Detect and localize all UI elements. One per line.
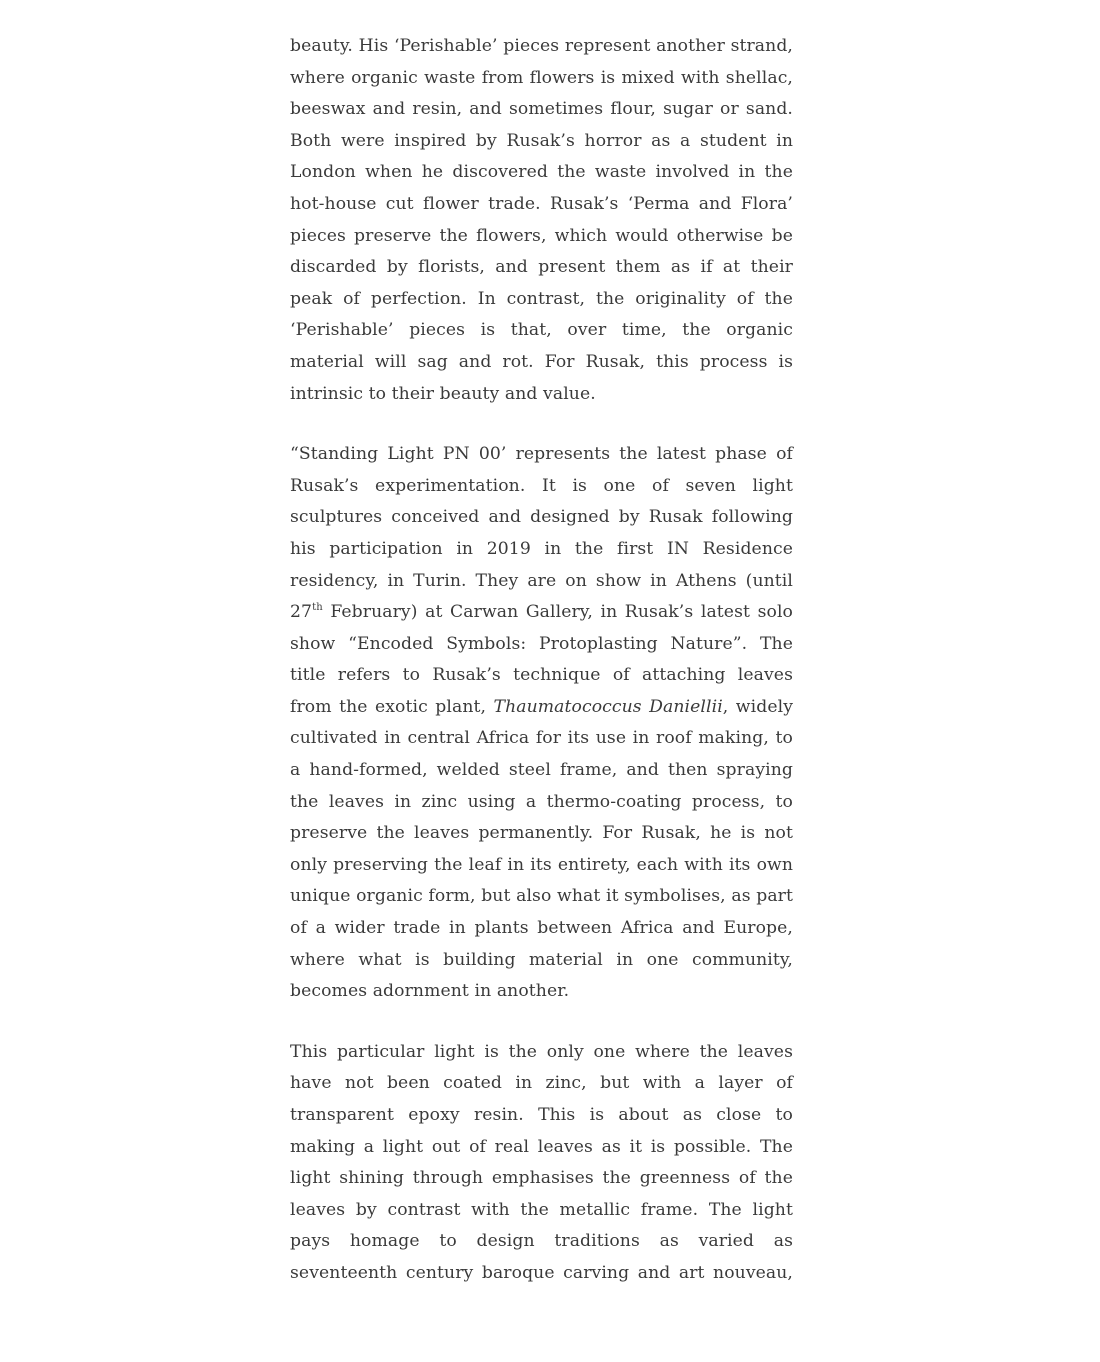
article-body — [290, 31, 793, 1319]
paragraph-text-segment: February) at Carwan Gallery, in Rusak’s latest solo show “Encoded Symbols: Protoplasting Nature”. The title refers to Rusak’s technique of attaching leaves from the exotic plant, — [290, 602, 793, 717]
paragraph-text-segment: , widely cultivated in central Africa for its use in roof making, to a hand-formed, welded steel frame, and then spraying the leaves in zinc using a thermo-coating process, to preserve the leaves permanently. For Rusak, he is not only preserving the leaf in its entirety, each with its own unique organic form, but also what it symbolises, as part of a wider trade in plants between Africa and Europe, where what is building material in one community, becomes adornment in another. — [290, 696, 794, 1002]
paragraph-epoxy-resin-light: This particular light is the only one where the leaves have not been coated in zinc, but with a layer of transparent epoxy resin. This is about as close to making a light out of real leaves as it is possible. The light shining through emphasises the greenness of the leaves by contrast with the metallic frame. The light pays homage to design traditions as varied as seventeenth century baroque carving and art nouveau, — [290, 1041, 793, 1283]
paragraph-text-segment: “Standing Light PN 00’ represents the latest phase of Rusak’s experimentation. It is one of seven light sculptures conceived and designed by Rusak following his participation in 2019 in the first IN Residence residency, in Turin. They are on show in Athens (until 27 — [290, 444, 793, 623]
paragraph-standing-light — [290, 439, 793, 1008]
plant-species-name: Thaumatococcus Daniellii — [493, 696, 723, 717]
paragraph-perishable-pieces: beauty. His ‘Perishable’ pieces represent another strand, where organic waste from flowers is mixed with shellac, beeswax and resin, and sometimes flour, sugar or sand. Both were inspired by Rusak’s horror as a student in London when he discovered the waste involved in the hot-house cut flower trade. Rusak’s ‘Perma and Flora’ pieces preserve the flowers, which would otherwise be discarded by florists, and present them as if at their peak of perfection. In contrast, the originality of the ‘Perishable’ pieces is that, over time, the organic material will sag and rot. For Rusak, this process is intrinsic to their beauty and value. — [290, 36, 793, 404]
ordinal-superscript: th — [312, 602, 323, 614]
